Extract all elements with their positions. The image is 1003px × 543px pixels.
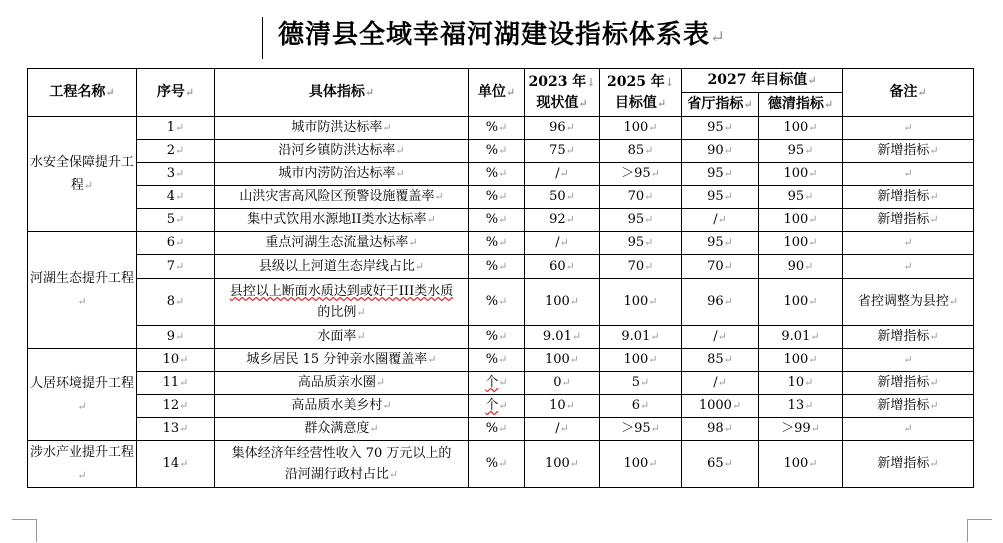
seq-cell: 2↵ [137, 140, 215, 163]
value-2023: 10↵ [525, 395, 600, 418]
value-provincial: 85↵ [682, 349, 759, 372]
indicator-cell: 水面率↵ [215, 326, 469, 349]
indicator-cell: 山洪灾害高风险区预警设施覆盖率↵ [215, 186, 469, 209]
value-2023: 96↵ [525, 117, 600, 140]
seq-cell: 8↵ [137, 279, 215, 326]
table-row [28, 441, 974, 488]
remark-cell: ↵ [843, 349, 974, 372]
value-provincial: 90↵ [682, 140, 759, 163]
unit-cell: %↵ [469, 232, 525, 255]
value-2023: 0↵ [525, 372, 600, 395]
remark-cell: ↵ [843, 232, 974, 255]
value-deqing: 90↵ [759, 255, 843, 279]
indicator-cell: 高品质亲水圈↵ [215, 372, 469, 395]
table-row [28, 279, 974, 326]
value-2023: 50↵ [525, 186, 600, 209]
unit-cell: %↵ [469, 418, 525, 441]
value-deqing: 100↵ [759, 163, 843, 186]
value-2025: 85↵ [600, 140, 682, 163]
value-provincial: 95↵ [682, 232, 759, 255]
header-provincial: 省厅指标↵ [682, 93, 759, 117]
value-2023: /↵ [525, 232, 600, 255]
unit-cell: %↵ [469, 117, 525, 140]
value-provincial: /↵ [682, 372, 759, 395]
unit-cell: %↵ [469, 209, 525, 232]
value-provincial: 98↵ [682, 418, 759, 441]
header-2023: 2023 年↓ 现状值↵ [525, 69, 600, 117]
value-deqing: 100↵ [759, 349, 843, 372]
table-row [28, 163, 974, 186]
value-2025: 9.01↵ [600, 326, 682, 349]
unit-cell: %↵ [469, 441, 525, 488]
value-deqing: 95↵ [759, 186, 843, 209]
value-provincial: 1000↵ [682, 395, 759, 418]
seq-cell: 7↵ [137, 255, 215, 279]
unit-cell: 个↵ [469, 395, 525, 418]
seq-cell: 14↵ [137, 441, 215, 488]
value-2025: 100↵ [600, 441, 682, 488]
value-provincial: 95↵ [682, 163, 759, 186]
indicator-cell: 群众满意度↵ [215, 418, 469, 441]
value-2025: ＞95↵ [600, 418, 682, 441]
group-cell: 水安全保障提升工程↵ [28, 117, 137, 232]
value-2025: 70↵ [600, 255, 682, 279]
value-2023: 60↵ [525, 255, 600, 279]
value-provincial: 65↵ [682, 441, 759, 488]
value-provincial: 95↵ [682, 186, 759, 209]
value-deqing: 13↵ [759, 395, 843, 418]
value-2023: 92↵ [525, 209, 600, 232]
value-2025: 70↵ [600, 186, 682, 209]
indicator-cell: 沿河乡镇防洪达标率↵ [215, 140, 469, 163]
table-row [28, 117, 974, 140]
value-2023: 100↵ [525, 349, 600, 372]
document-title: 德清县全域幸福河湖建设指标体系表 [277, 20, 710, 50]
unit-cell: %↵ [469, 349, 525, 372]
seq-cell: 10↵ [137, 349, 215, 372]
unit-cell: %↵ [469, 255, 525, 279]
remark-cell: 新增指标↵ [843, 395, 974, 418]
title-block [0, 14, 1003, 51]
value-deqing: 10↵ [759, 372, 843, 395]
remark-cell: ↵ [843, 117, 974, 140]
value-deqing: ＞99↵ [759, 418, 843, 441]
value-2025: 95↵ [600, 232, 682, 255]
unit-cell: %↵ [469, 326, 525, 349]
table-row [28, 209, 974, 232]
seq-cell: 5↵ [137, 209, 215, 232]
indicator-cell: 重点河湖生态流量达标率↵ [215, 232, 469, 255]
value-provincial: 96↵ [682, 279, 759, 326]
seq-cell: 3↵ [137, 163, 215, 186]
indicator-table [27, 68, 974, 488]
value-2023: 75↵ [525, 140, 600, 163]
seq-cell: 11↵ [137, 372, 215, 395]
indicator-cell: 集中式饮用水源地II类水达标率↵ [215, 209, 469, 232]
value-2025: 100↵ [600, 279, 682, 326]
header-deqing: 德清指标↵ [759, 93, 843, 117]
seq-cell: 1↵ [137, 117, 215, 140]
value-provincial: /↵ [682, 209, 759, 232]
value-deqing: 100↵ [759, 441, 843, 488]
seq-cell: 6↵ [137, 232, 215, 255]
header-2025: 2025 年↓ 目标值↵ [600, 69, 682, 117]
remark-cell: 新增指标↵ [843, 326, 974, 349]
remark-cell: 新增指标↵ [843, 186, 974, 209]
remark-cell: 新增指标↵ [843, 441, 974, 488]
indicator-cell: 城市防洪达标率↵ [215, 117, 469, 140]
seq-cell: 13↵ [137, 418, 215, 441]
paragraph-mark: ↵ [709, 27, 726, 48]
unit-cell: %↵ [469, 186, 525, 209]
indicator-cell: 县控以上断面水质达到或好于III类水质 的比例↵ [215, 279, 469, 326]
seq-cell: 12↵ [137, 395, 215, 418]
indicator-cell: 城市内涝防治达标率↵ [215, 163, 469, 186]
value-2025: ＞95↵ [600, 163, 682, 186]
value-2025: 100↵ [600, 349, 682, 372]
page-corner-mark-left [12, 519, 37, 542]
remark-cell: 省控调整为县控↵ [843, 279, 974, 326]
remark-cell: 新增指标↵ [843, 140, 974, 163]
value-deqing: 100↵ [759, 117, 843, 140]
value-provincial: /↵ [682, 326, 759, 349]
value-deqing: 100↵ [759, 209, 843, 232]
seq-cell: 9↵ [137, 326, 215, 349]
indicator-cell: 集体经济年经营性收入 70 万元以上的 沿河湖行政村占比↵ [215, 441, 469, 488]
value-deqing: 95↵ [759, 140, 843, 163]
value-2023: 100↵ [525, 441, 600, 488]
value-2023: /↵ [525, 163, 600, 186]
table-row [28, 232, 974, 255]
header-project: 工程名称↵ [28, 69, 137, 117]
header-indicator: 具体指标↵ [215, 69, 469, 117]
header-unit: 单位↵ [469, 69, 525, 117]
value-2025: 5↵ [600, 372, 682, 395]
table-row [28, 140, 974, 163]
value-2025: 100↵ [600, 117, 682, 140]
value-provincial: 70↵ [682, 255, 759, 279]
unit-cell: 个↵ [469, 372, 525, 395]
value-provincial: 95↵ [682, 117, 759, 140]
indicator-cell: 高品质水美乡村↵ [215, 395, 469, 418]
group-cell: 河湖生态提升工程↵ [28, 232, 137, 349]
unit-cell: %↵ [469, 140, 525, 163]
page-corner-mark-right [967, 519, 992, 542]
table-row [28, 349, 974, 372]
unit-cell: %↵ [469, 163, 525, 186]
remark-cell: ↵ [843, 418, 974, 441]
remark-cell: ↵ [843, 255, 974, 279]
table-row [28, 418, 974, 441]
unit-cell: %↵ [469, 279, 525, 326]
remark-cell: 新增指标↵ [843, 209, 974, 232]
value-deqing: 9.01↵ [759, 326, 843, 349]
group-cell: 人居环境提升工程↵ [28, 349, 137, 441]
table-row [28, 372, 974, 395]
value-2025: 95↵ [600, 209, 682, 232]
table-row [28, 255, 974, 279]
group-cell: 涉水产业提升工程↵ [28, 441, 137, 488]
header-remark: 备注↵ [843, 69, 974, 117]
value-2023: 100↵ [525, 279, 600, 326]
seq-cell: 4↵ [137, 186, 215, 209]
indicator-cell: 县级以上河道生态岸线占比↵ [215, 255, 469, 279]
table-row [28, 326, 974, 349]
value-2023: /↵ [525, 418, 600, 441]
header-seq: 序号↵ [137, 69, 215, 117]
remark-cell: 新增指标↵ [843, 372, 974, 395]
table-row [28, 186, 974, 209]
value-2025: 6↵ [600, 395, 682, 418]
table-row [28, 395, 974, 418]
header-2027: 2027 年目标值↵ [682, 69, 843, 93]
value-deqing: 100↵ [759, 232, 843, 255]
value-deqing: 100↵ [759, 279, 843, 326]
remark-cell: ↵ [843, 163, 974, 186]
value-2023: 9.01↵ [525, 326, 600, 349]
indicator-cell: 城乡居民 15 分钟亲水圈覆盖率↵ [215, 349, 469, 372]
